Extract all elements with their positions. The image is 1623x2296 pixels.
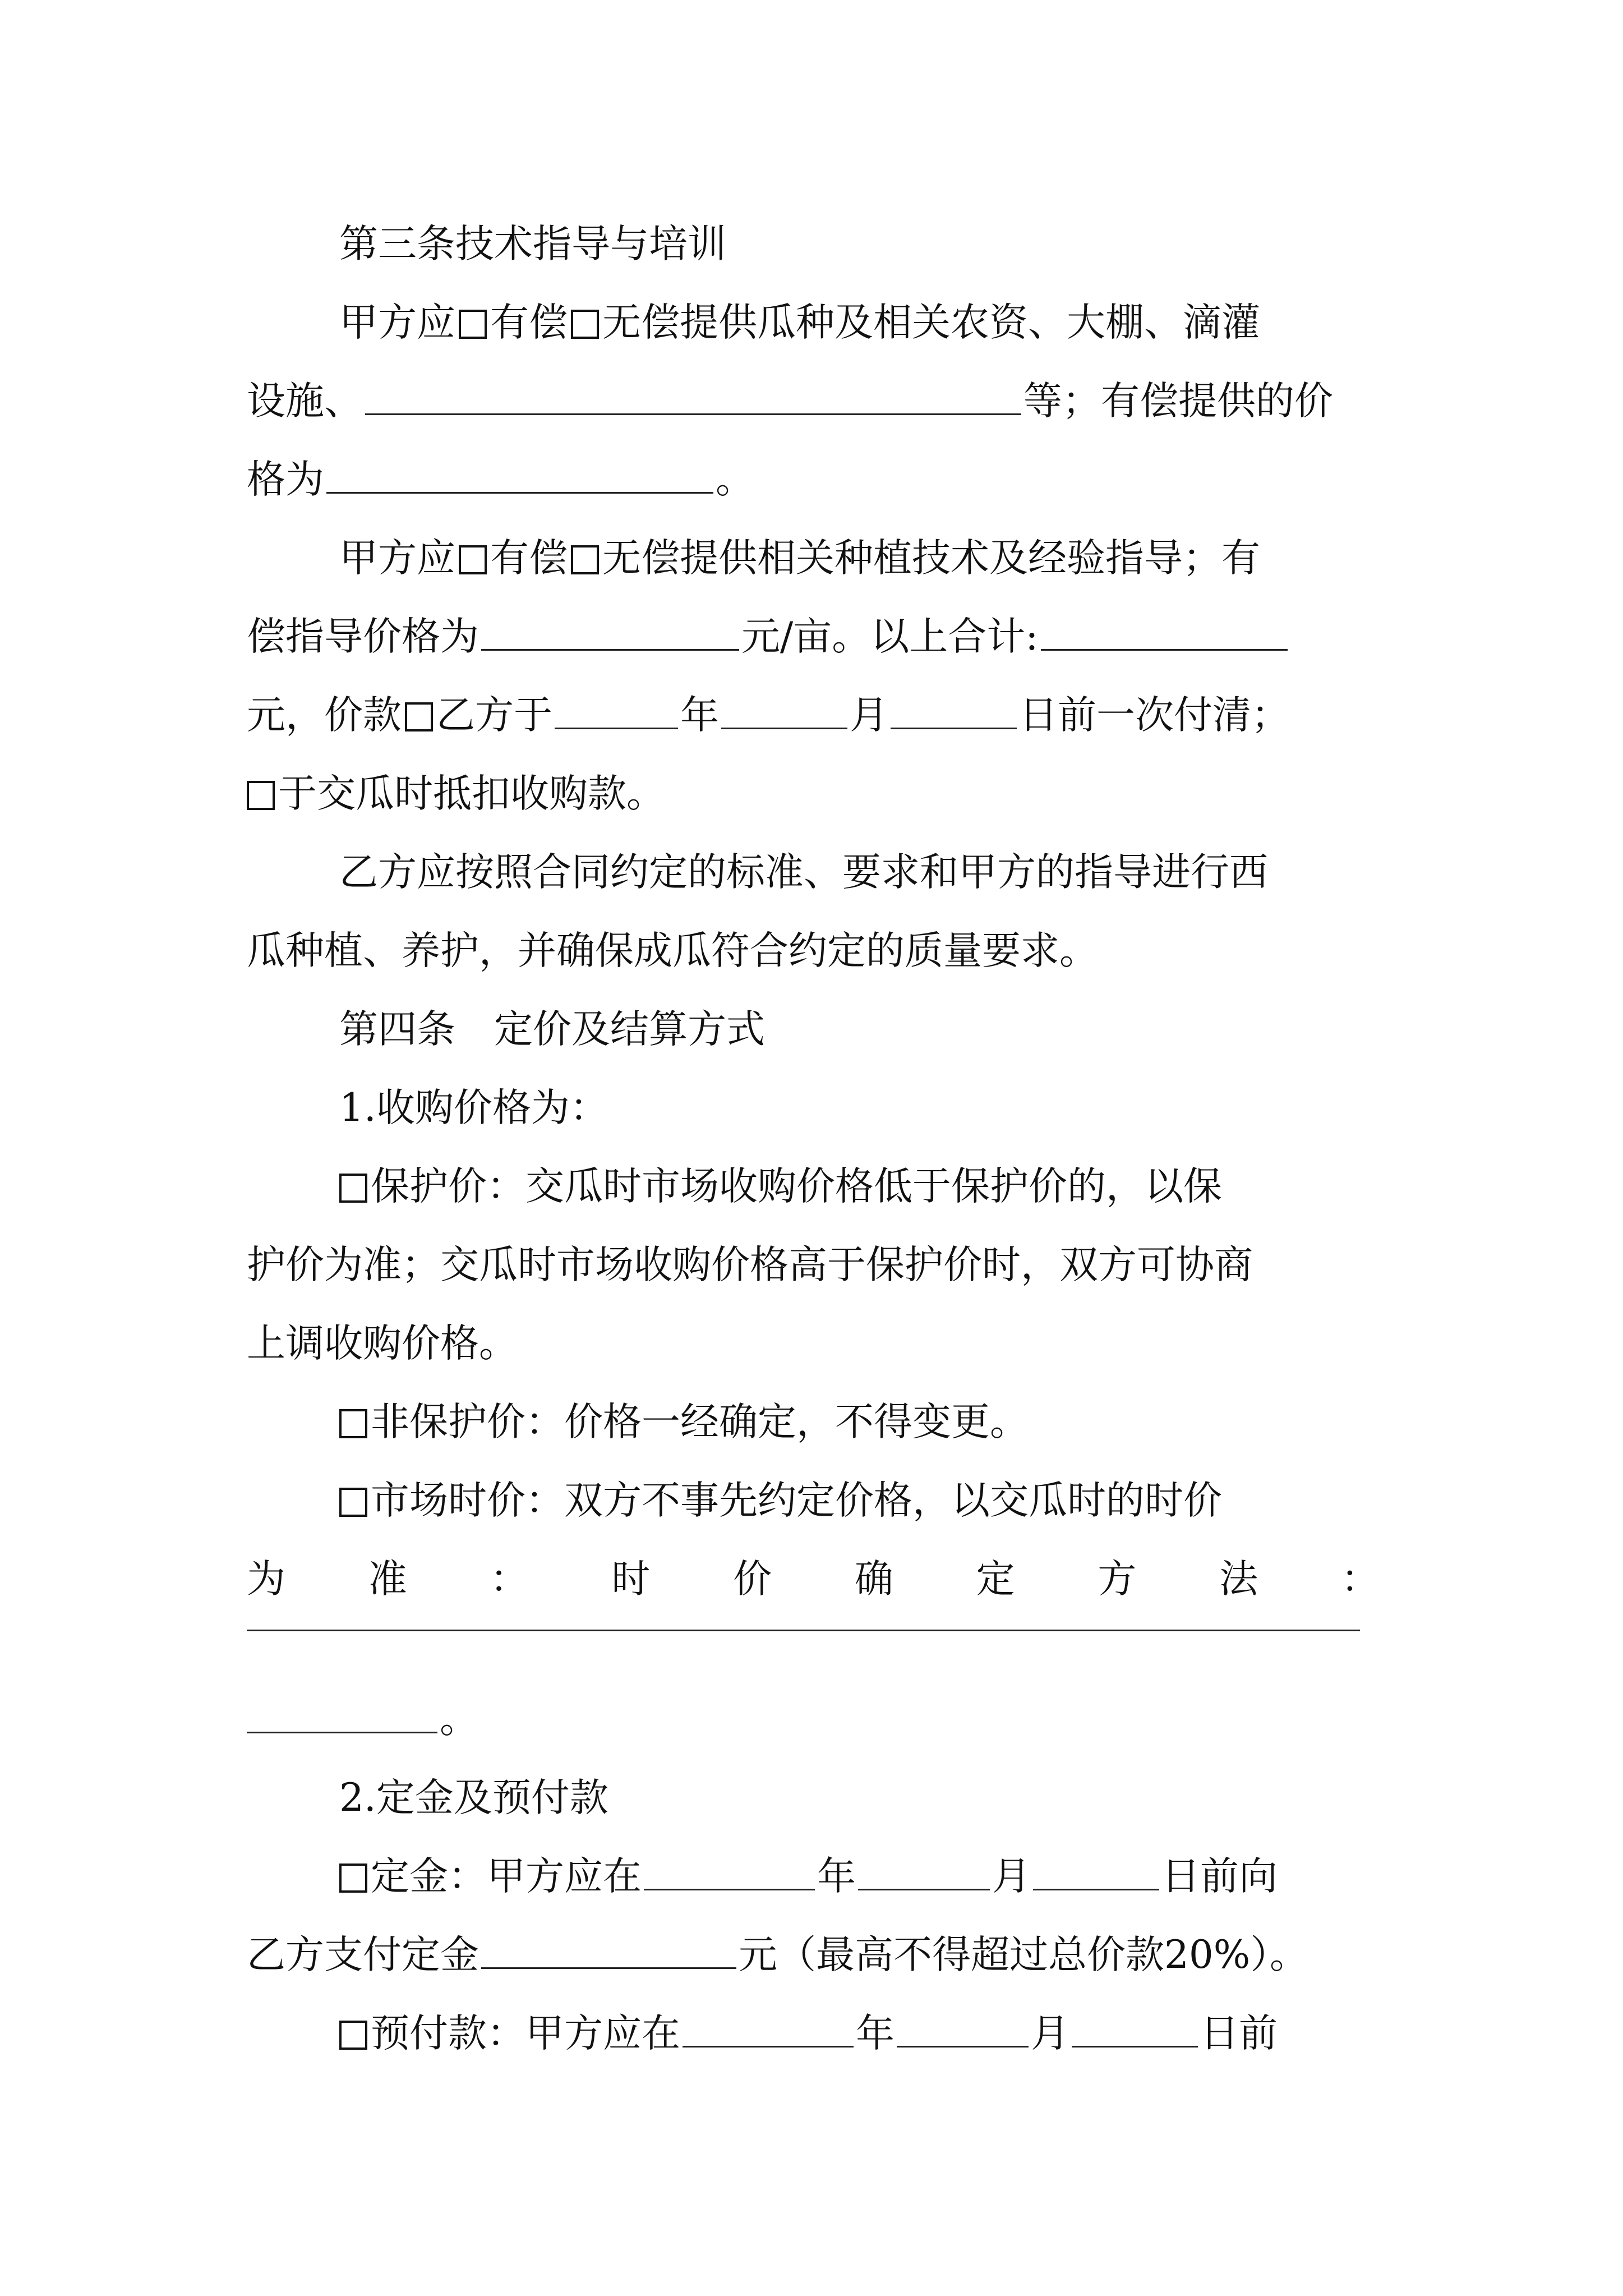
text: 定: [976, 1557, 1015, 1602]
text: 保护价：交瓜时市场收购价格低于保护价的，以保: [371, 1164, 1222, 1209]
text: 月: [1031, 2011, 1069, 2056]
text: 上调收购价格。: [247, 1321, 518, 1366]
checkbox-free-guidance[interactable]: [571, 545, 599, 574]
text: 2.定金及预付款: [339, 1775, 608, 1820]
paragraph-line: [339, 1997, 1380, 2056]
fill-blank-month[interactable]: [721, 722, 847, 729]
checkbox-prepayment[interactable]: [339, 2021, 367, 2050]
checkbox-paid-guidance[interactable]: [459, 545, 487, 574]
paragraph-line: [247, 600, 1380, 659]
checkbox-paid[interactable]: [459, 310, 487, 339]
spread-line: [247, 1543, 1380, 1602]
paragraph-line: [339, 1464, 1380, 1523]
text: 1.收购价格为：: [339, 1085, 608, 1130]
text: 无偿提供相关种植技术及经验指导；有: [602, 536, 1260, 581]
text: 年: [856, 2011, 895, 2056]
paragraph-line: [339, 1840, 1380, 1899]
fill-blank-day[interactable]: [1072, 2040, 1198, 2047]
section-heading: [339, 1071, 1380, 1128]
checkbox-market-price[interactable]: [339, 1488, 367, 1517]
fill-blank-deposit-amount[interactable]: [481, 1962, 736, 1969]
fill-blank-day[interactable]: [1033, 1883, 1159, 1890]
checkbox-free[interactable]: [571, 310, 599, 339]
text: 乙方于: [436, 693, 552, 738]
text: 非保护价：价格一经确定，不得变更。: [371, 1400, 1029, 1444]
text: 日前一次付清；: [1019, 693, 1290, 738]
fill-blank-pricing-method-cont[interactable]: [247, 1726, 437, 1733]
text: 法: [1219, 1557, 1258, 1602]
text: 。: [440, 1697, 478, 1742]
paragraph-line: [247, 679, 1380, 738]
paragraph-line: [247, 1683, 1380, 1742]
text: 乙方应按照合同约定的标准、要求和甲方的指导进行西: [339, 850, 1268, 895]
section-heading: [339, 1761, 1380, 1818]
checkbox-deduct[interactable]: [247, 781, 275, 810]
text: 元，价款: [247, 693, 402, 738]
fill-blank-total[interactable]: [1041, 643, 1288, 651]
text: 确: [854, 1557, 893, 1602]
text: 价: [733, 1557, 772, 1602]
text: 瓜种植、养护，并确保成瓜符合约定的质量要求。: [247, 928, 1098, 973]
text: 甲方应: [339, 536, 455, 581]
fill-blank-month[interactable]: [897, 2040, 1029, 2047]
text: 元（最高不得超过总价款20%）。: [739, 1932, 1308, 1977]
fill-blank-month[interactable]: [858, 1883, 990, 1890]
text: 格为: [247, 457, 324, 502]
article-title-text: 第四条 定价及结算方式: [339, 1007, 765, 1052]
text: 乙方支付定金: [247, 1932, 479, 1977]
text: 月: [992, 1854, 1031, 1899]
paragraph-line: [247, 365, 1380, 424]
article-title-text: 第三条技术指导与培训: [339, 222, 726, 266]
text: 元/亩。以上合计:: [741, 614, 1039, 659]
fill-blank-year[interactable]: [644, 1883, 815, 1890]
fill-blank-year[interactable]: [683, 2040, 854, 2047]
text: 月: [850, 693, 888, 738]
paragraph-line: [339, 1150, 1380, 1209]
fill-blank-facilities[interactable]: [365, 408, 1021, 415]
text: ：: [1340, 1557, 1380, 1602]
paragraph-line: [247, 757, 1380, 816]
text: 无偿提供瓜种及相关农资、大棚、滴灌: [602, 300, 1260, 345]
article-4-title: [339, 993, 1380, 1052]
text: 年: [680, 693, 719, 738]
text: 护价为准；交瓜时市场收购价格高于保护价时，双方可协商: [247, 1243, 1253, 1287]
text: 为: [247, 1557, 285, 1602]
paragraph-line: [247, 914, 1380, 973]
paragraph-line: [247, 1228, 1380, 1285]
fill-blank-year[interactable]: [555, 722, 678, 729]
text: ：: [490, 1557, 529, 1602]
fill-blank-guidance-price[interactable]: [481, 643, 739, 651]
article-3-title: [339, 208, 1380, 264]
text: 有偿: [490, 300, 568, 345]
text: 甲方应: [339, 300, 455, 345]
text: 时: [611, 1557, 651, 1602]
checkbox-pay-by-date[interactable]: [405, 702, 433, 731]
text: 市场时价：双方不事先约定价格，以交瓜时的时价: [371, 1478, 1222, 1523]
paragraph-line: [339, 286, 1380, 345]
fill-blank-day[interactable]: [891, 722, 1017, 729]
text: 准: [368, 1557, 407, 1602]
paragraph-line: [339, 836, 1380, 895]
text: 方: [1098, 1557, 1137, 1602]
text: 定金：甲方应在: [371, 1854, 642, 1899]
paragraph-line: [339, 522, 1380, 581]
fill-blank-pricing-method[interactable]: [247, 1630, 1360, 1631]
fill-blank-price[interactable]: [326, 486, 713, 494]
paragraph-line: [247, 1918, 1380, 1975]
text: 日前向: [1161, 1854, 1278, 1899]
text: 设施、: [247, 379, 363, 424]
text: 偿指导价格为: [247, 614, 479, 659]
checkbox-protected-price[interactable]: [339, 1174, 367, 1203]
checkbox-deposit[interactable]: [339, 1864, 367, 1893]
text: 等；有偿提供的价: [1023, 379, 1333, 424]
text: 。: [716, 457, 754, 502]
text: 有偿: [490, 536, 568, 581]
checkbox-non-protected-price[interactable]: [339, 1409, 367, 1438]
paragraph-line: [247, 1307, 1380, 1366]
text: 于交瓜时抵扣收购款。: [278, 771, 665, 816]
text: 年: [817, 1854, 856, 1899]
text: 日前: [1200, 2011, 1278, 2056]
paragraph-line: [339, 1386, 1380, 1442]
text: 预付款：甲方应在: [371, 2011, 680, 2056]
paragraph-line: [247, 443, 1380, 502]
